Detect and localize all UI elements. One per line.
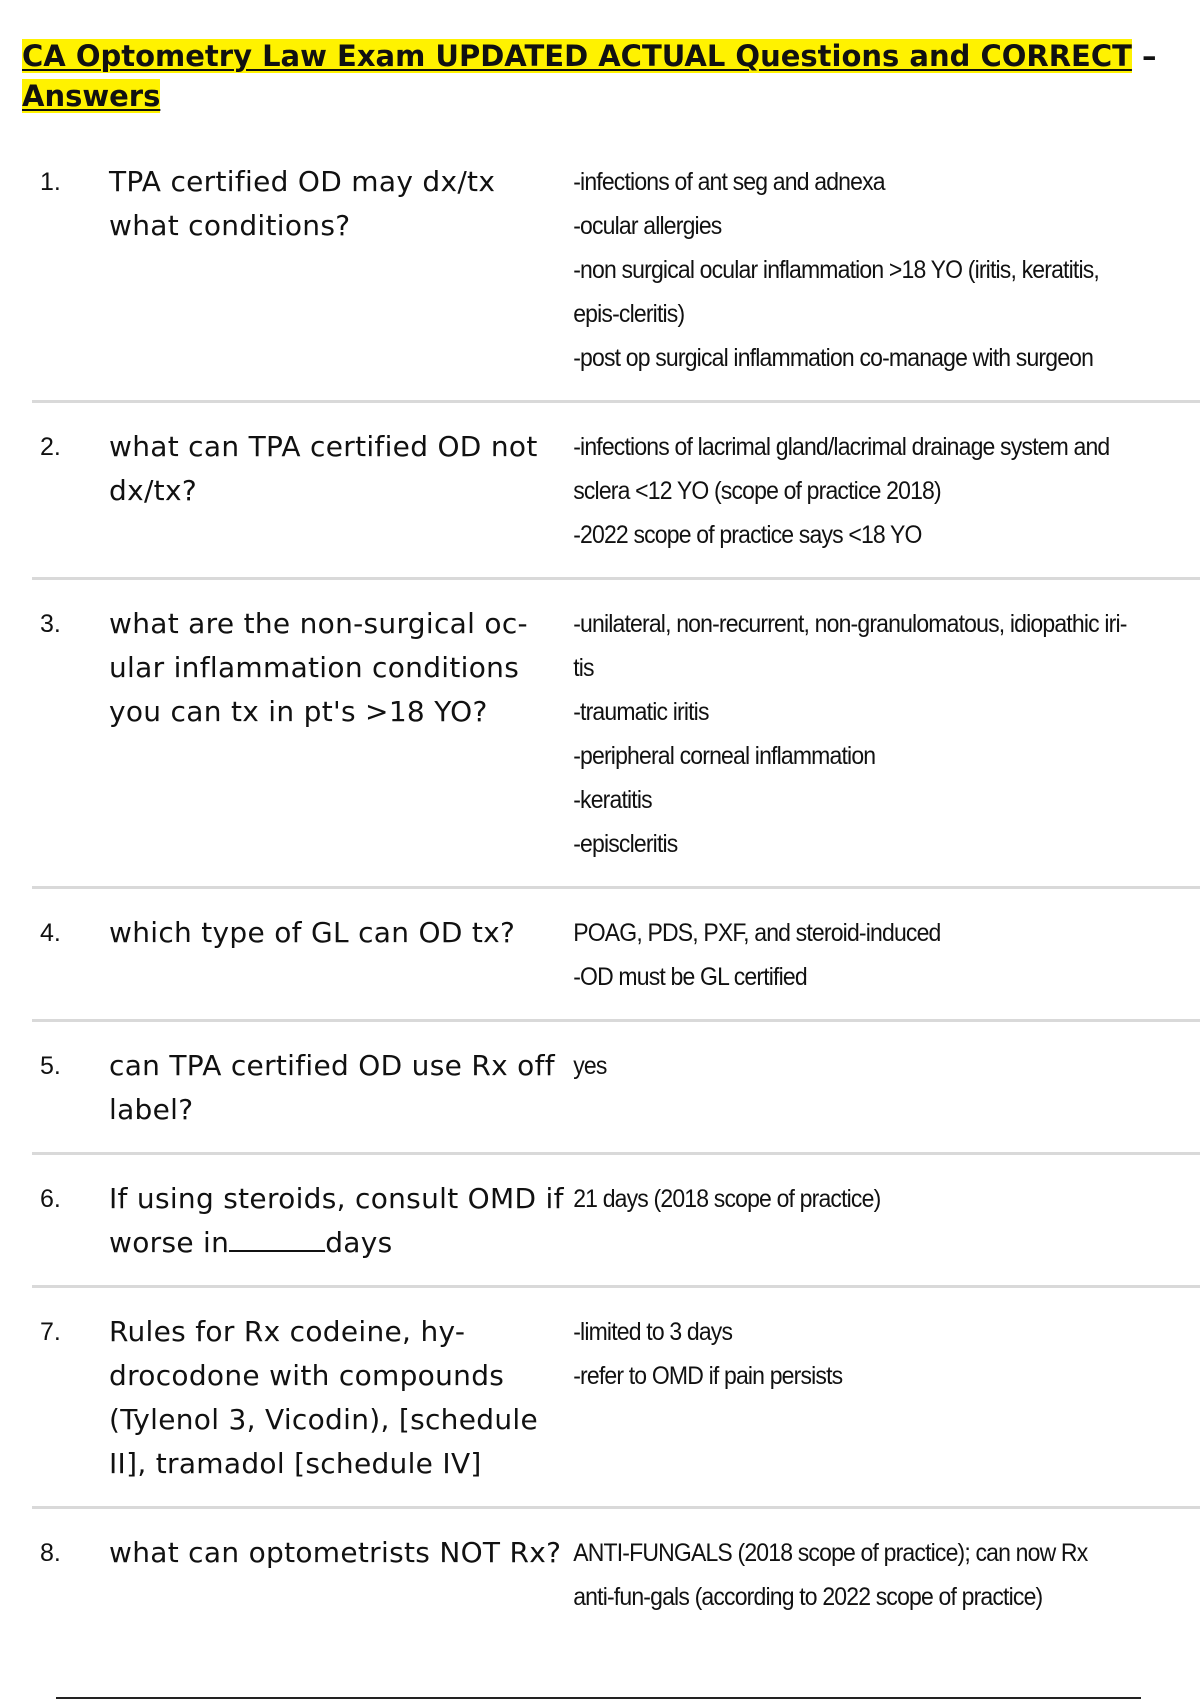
answer-line: -ocular allergies [573,212,722,240]
fill-in-blank [229,1226,325,1252]
footer-divider [56,1697,1141,1699]
question-text: TPA certified OD may dx/tx what conditions? [109,165,496,242]
qa-row-1 [32,150,1200,403]
page-title-dash: – [1131,39,1157,73]
answer-text [564,1177,1130,1221]
question-text: what can TPA certified OD not dx/tx? [109,430,538,507]
answer-line: -episcleritis [573,830,678,858]
question-text: what are the non-surgical oc-ular inflammation conditions you can tx in pt's >18 YO? [109,607,528,728]
answer-text [564,1531,1130,1619]
answer-line: -limited to 3 days [573,1318,733,1346]
question-text: which type of GL can OD tx? [109,916,516,949]
question-number: 2. [40,433,61,461]
question-text: what can optometrists NOT Rx? [109,1536,562,1569]
qa-row-4 [32,901,1200,1022]
answer-text [564,911,1130,999]
answer-text [564,602,1130,866]
answer-line: -2022 scope of practice says <18 YO [573,521,922,549]
answer-line: -non surgical ocular inflammation >18 YO (iritis, keratitis, epis-cleritis) [573,256,1099,328]
answer-line: -post op surgical inflammation co-manage with surgeon [573,344,1094,372]
question-number: 4. [40,919,61,947]
qa-row-5 [32,1034,1200,1155]
answer-line: -peripheral corneal inflammation [573,742,876,770]
answer-text [564,160,1130,380]
qa-row-8 [32,1521,1200,1639]
question-number: 8. [40,1539,61,1567]
answer-line: ANTI-FUNGALS (2018 scope of practice); can now Rx anti-fun-gals (according to 2022 scope of practice) [573,1539,1088,1611]
question-text-after-blank: days [325,1226,393,1259]
question-number: 3. [40,610,61,638]
page-title-text-continued: Answers [22,79,161,113]
answer-line: -unilateral, non-recurrent, non-granulomatous, idiopathic iri-tis [573,610,1127,682]
page-title-text: CA Optometry Law Exam UPDATED ACTUAL Questions and CORRECT [22,39,1132,73]
question-number: 1. [40,168,61,196]
answer-line: 21 days (2018 scope of practice) [573,1185,881,1213]
question-number: 6. [40,1185,61,1213]
page-title [22,36,1162,116]
qa-row-2 [32,415,1200,580]
answer-text [564,425,1130,557]
answer-line: -OD must be GL certified [573,963,807,991]
answer-text [564,1310,1130,1398]
qa-list [32,150,1200,1651]
answer-line: -infections of lacrimal gland/lacrimal drainage system and sclera <12 YO (scope of practice 2018) [573,433,1110,505]
question-text: Rules for Rx codeine, hy-drocodone with compounds (Tylenol 3, Vicodin), [schedule II], tramadol [schedule IV] [109,1315,538,1480]
answer-line: POAG, PDS, PXF, and steroid-induced [573,919,941,947]
qa-row-6 [32,1167,1200,1288]
answer-line: -traumatic iritis [573,698,709,726]
question-number: 7. [40,1318,61,1346]
answer-line: yes [573,1052,607,1080]
question-text [109,1177,564,1265]
qa-row-7 [32,1300,1200,1509]
answer-line: -refer to OMD if pain persists [573,1362,843,1390]
question-text-before-blank: If using steroids, consult OMD if worse in [109,1182,564,1259]
question-text: can TPA certified OD use Rx off label? [109,1049,555,1126]
qa-row-3 [32,592,1200,889]
answer-text [564,1044,1130,1088]
question-number: 5. [40,1052,61,1080]
answer-line: -keratitis [573,786,652,814]
answer-line: -infections of ant seg and adnexa [573,168,885,196]
